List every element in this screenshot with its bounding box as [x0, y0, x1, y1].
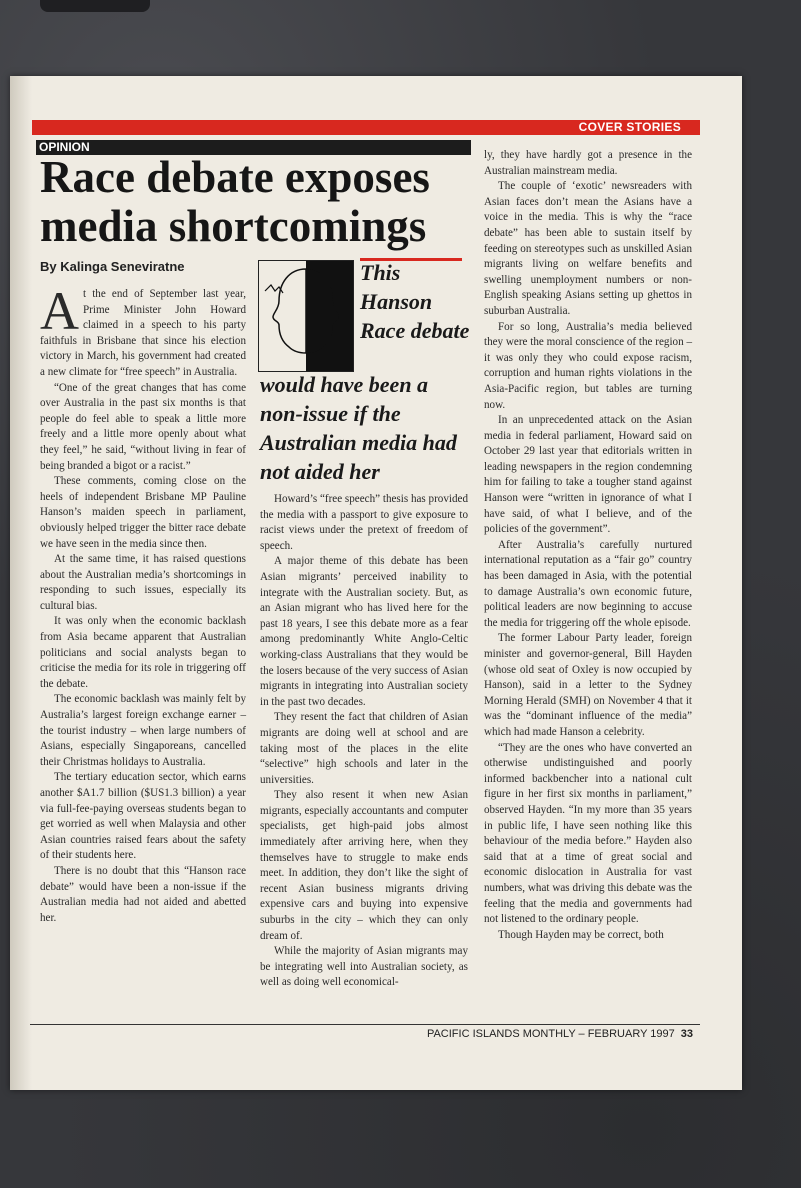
cover-stories-label: COVER STORIES	[578, 120, 681, 134]
page-gutter-shadow	[10, 76, 32, 1090]
paragraph: “One of the great changes that has come over Australia in the past six months is that people do feel able to speak a little more freely and a little more openly about what they feel,” he said, “without living in fear of being branded a bigot or a racist.”	[40, 381, 246, 472]
paragraph: There is no doubt that this “Hanson race debate” would have been a non-issue if the Australian media had not aided and abetted her.	[40, 864, 246, 924]
pullquote-body: would have been a non-issue if the Australian media had not aided her	[260, 372, 457, 484]
paragraph: In an unprecedented attack on the Asian media in federal parliament, Howard said on October 29 last year that editorials written in leading newspapers in the region condemning him for failing to take a tougher stand against Hanson were “written in ignorance of what I have said, of what I believe, and of the policies of the government”.	[484, 414, 692, 536]
paragraph: After Australia’s carefully nurtured international reputation as a “fair go” country has been damaged in Asia, with the potential to damage Australia’s own economic future, political leaders are now beginning to accuse the media for triggering off the whole episode.	[484, 538, 692, 629]
article-headline: Race debate exposes media shortcomings	[40, 152, 430, 251]
page-number: 33	[680, 1028, 693, 1040]
paragraph: ly, they have hardly got a presence in the Australian mainstream media.	[484, 149, 692, 177]
paragraph: A major theme of this debate has been Asian migrants’ perceived inability to integrate with the Australian society. But, as an Asian migrant who has lived here for the past 18 years, I see this debate more as a fear among predominantly White Anglo-Celtic working-class Australians that they would be the losers because of the very success of Asian migrants in integrating into Australian society in the past two decades.	[260, 555, 468, 708]
footer-rule	[30, 1024, 700, 1025]
paragraph: It was only when the economic backlash from Asia became apparent that Australian politicians and social analysts began to criticise the media for its role in triggering off the debate.	[40, 615, 246, 690]
paragraph: While the majority of Asian migrants may be integrating well into Australian society, as well as doing well economical-	[260, 945, 468, 989]
article-column-1	[40, 281, 246, 926]
binder-tab	[40, 0, 150, 12]
paragraph: The couple of ‘exotic’ newsreaders with Asian faces don’t mean the Asians have a voice in the media. This is why the “race debate” has been able to sustain itself by feeding on stereotypes such as unskilled Asian migrants living on welfare benefits and swelling unemployment numbers or non-English speaking Asians setting up ghettos in suburban Australia.	[484, 180, 692, 317]
paragraph: Though Hayden may be correct, both	[498, 928, 664, 941]
paragraph: These comments, coming close on the heels of independent Brisbane MP Pauline Hanson’s maiden speech in parliament, obviously helped trigger the bitter race debate we have seen in the media since then.	[40, 475, 246, 550]
publication-name: PACIFIC ISLANDS MONTHLY – FEBRUARY 1997	[426, 1028, 675, 1040]
half-face-illustration-icon	[258, 260, 354, 372]
paragraph: The tertiary education sector, which earns another $A1.7 billion ($US1.3 billion) a year via full-fee-paying overseas students began to get worried as well when Malaysia and other Asian countries raised fears about the safety of their students here.	[40, 771, 246, 862]
paragraph: “They are the ones who have converted an otherwise undistinguished and poorly informed backbencher into a national cult figure in her first six months in parliament,” observed Hayden. “In my more than 35 years in public life, I have seen nothing like this behaviour of the media before.” Hayden also said that at a time of great social and economic dislocation in Australia for vast numbers, what was driving this debate was the feeling that the media and governments had not listened to the ordinary people.	[484, 741, 692, 926]
drop-cap: A	[40, 281, 79, 341]
article-column-3	[484, 148, 692, 943]
paragraph: At the same time, it has raised questions about the Australian media’s shortcomings in responding to such issues, especially its cultural bias.	[40, 553, 246, 612]
paragraph: The economic backlash was mainly felt by Australia’s largest foreign exchange earner – the tourist industry – when large numbers of Asians, especially Singaporeans, cancelled their Christmas holidays to Australia.	[40, 693, 246, 768]
paragraph: The former Labour Party leader, foreign minister and governor-general, Bill Hayden (whose old seat of Oxley is now occupied by Hanson), said in a letter to the Sydney Morning Herald (SMH) on November 4 that it was the “dominant influence of the media” which had made Hanson a celebrity.	[484, 632, 692, 738]
pullquote-lead: This Hanson Race debate	[360, 260, 470, 343]
paragraph: Howard’s “free speech” thesis has provided the media with a passport to give exposure to racist views under the pretext of freedom of speech.	[260, 493, 468, 552]
page-footer	[427, 1028, 693, 1040]
paragraph: They also resent it when new Asian migrants, especially accountants and computer specialists, get high-paid jobs almost immediately after arriving here, when they themselves have to struggle to make ends meet. In addition, they don’t like the sight of recent Asian business migrants driving expensive cars and buying into expensive suburbs in the city – which they can only dream of.	[260, 789, 468, 942]
paragraph: For so long, Australia’s media believed they were the moral conscience of the region – it was only they who could expose racism, corruption and human rights violations in the Asia-Pacific region, but tables are turning now.	[484, 320, 692, 411]
byline: By Kalinga Seneviratne	[40, 259, 185, 274]
article-column-2	[260, 492, 468, 991]
paragraph: They resent the fact that children of Asian migrants are doing well at school and are taking most of the places in the elite “selective” high schools and later in the universities.	[260, 711, 468, 786]
paragraph: At the end of September last year, Prime Minister John Howard claimed in a speech to his party faithfuls in Brisbane that since his election victory in March, his government had created a new climate for “free speech” in Australia.	[40, 281, 246, 378]
opinion-label: OPINION	[39, 140, 90, 154]
